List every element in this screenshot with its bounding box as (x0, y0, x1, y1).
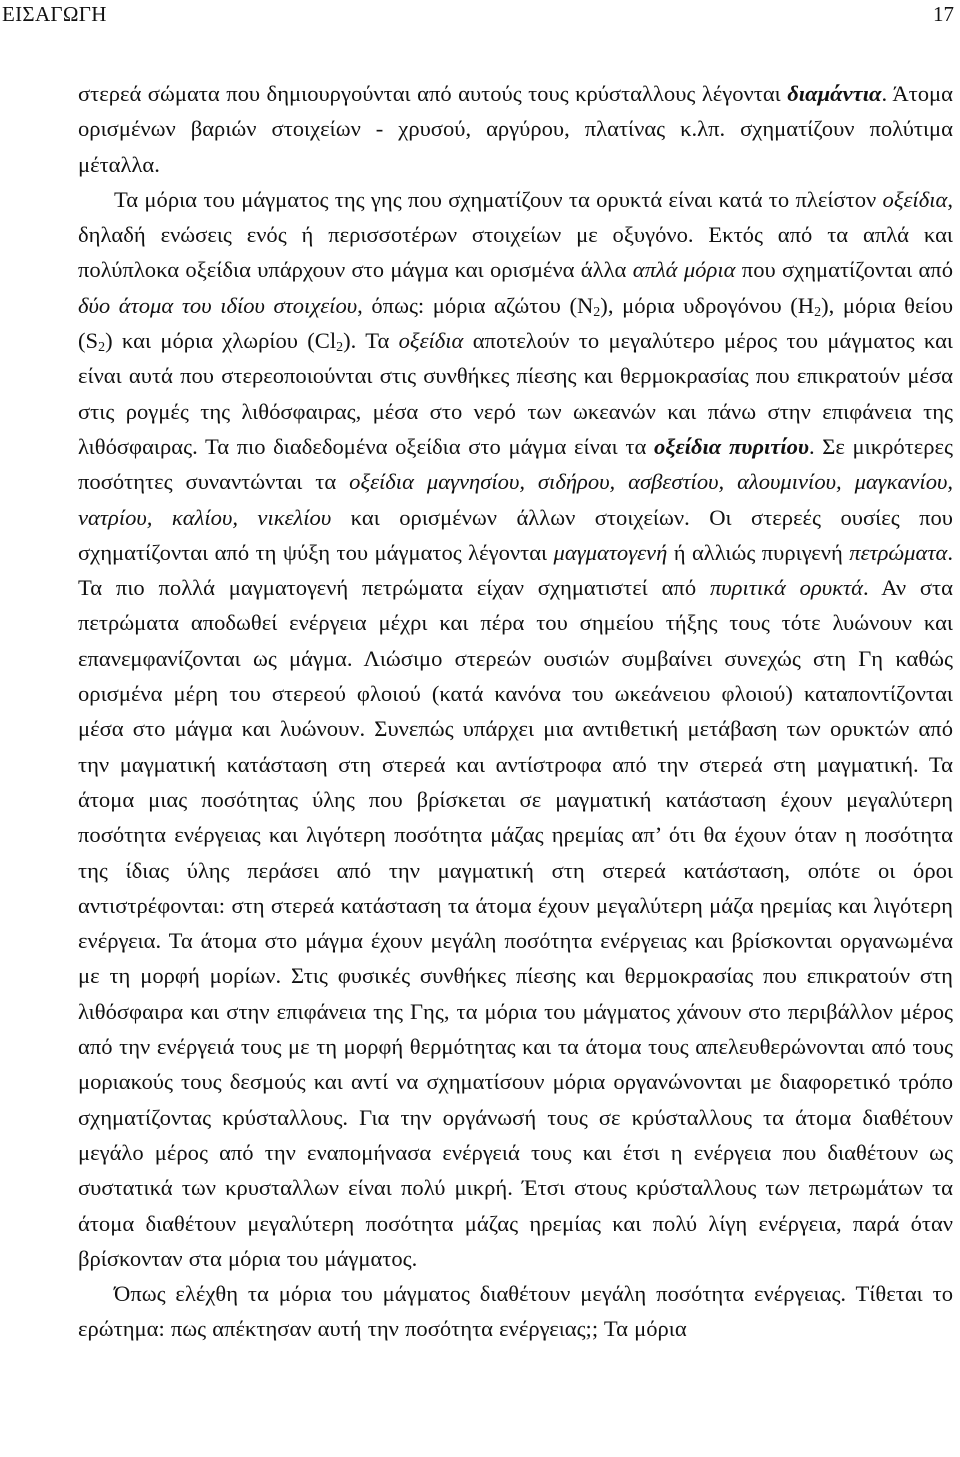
text-run: ή αλλιώς πυριγενή (667, 539, 850, 565)
text-run: , όπως: μόρια αζώτου (N (357, 292, 594, 318)
text-run: που σχηματίζονται από (735, 257, 954, 283)
emphasis-run: μαγματογενή (553, 539, 668, 565)
running-header (0, 0, 960, 30)
text-run: στερεά σώματα που δημιουργούνται από αυτούς τους κρύσταλλους λέγονται (78, 81, 788, 106)
emphasis-run: δύο άτομα του ιδίου στοιχείου (78, 292, 358, 318)
text-run: . Αν στα πετρώματα αποδωθεί ενέργεια μέχρι και πέρα του σημείου τήξης τους τότε λυώνουν και επανεμφανίζονται ως μάγμα. Λιώσιμο στερεών ουσιών συμβαίνει συνεχώς στη Γη καθώς ορισμένα μέρη του στερεού φλοιού (κατά κανόνα του ωκεάνειου φλοιού) καταποντίζονται μέσα στο μάγμα και λυώνουν. Συνεπώς υπάρχει μια αντιθετική μετάβαση των ορυκτών από την μαγματική κατάσταση στη στερεά και αντίστροφα από την στερεά στη μαγματική. Τα άτομα μιας ποσότητας ύλης που βρίσκεται σε μαγματική κατάσταση έχουν μεγαλύτερη ποσότητα ενέργειας και λιγότερη ποσότητα μάζας ηρεμίας απ’ ότι θα έχουν όταν η ποσότητα της ίδιας ύλης περάσει από την μαγματική στη στερεά κατάσταση, οπότε οι όροι αντιστρέφονται: στη στερεά κατάσταση τα άτομα έχουν μεγαλύτερη μάζα ηρεμίας και λιγότερη ενέργεια. Τα άτομα στο μάγμα έχουν μεγάλη ποσότητα ενέργειας και βρίσκονται οργανωμένα με τη μορφή μορίων. Στις φυσικές συνθήκες πίεσης και θερμοκρασίας που επικρατούν στη λιθόσφαιρα και στην επιφάνεια της Γης, τα μόρια του μάγματος χάνουν στο περιβάλλον μέρος από την ενέργειά τους με τη μορφή θερμότητας και τα άτομα τους απελευθερώνονται από τους μοριακούς τους δεσμούς και αντί να σχηματίσουν μόρια οργανώνονται με διαφορετικό τρόπο σχηματίζοντας κρύσταλλους. Για την οργάνωσή τους σε κρύσταλλους τα άτομα διαθέτουν μεγάλο μέρος από την εναπομήνασα ενέργειά τους και έτσι η ενέργεια που διαθέτουν ως συστατικά των κρυσταλλων είναι πολύ μικρή. Έτσι στους κρύσταλλους των πετρωμάτων τα άτομα διαθέτουν μεγαλύτερη ποσότητα μάζας ηρεμίας και πολύ λίγη ενέργεια, παρά όταν βρίσκονταν στα μόρια του μάγματος. (78, 575, 953, 1271)
emphasis-text: διαμάντια (787, 81, 882, 106)
paragraph (78, 1276, 953, 1347)
text-run: ), μόρια υδρογόνου (H (600, 292, 815, 318)
emphasis-text: οξείδια πυριτίου (653, 433, 809, 459)
emphasis-run (654, 434, 809, 459)
paragraph (78, 76, 953, 182)
emphasis-run: οξείδια (882, 186, 948, 212)
text-run: αποτελούν το μεγαλύτερο μέρος του μάγματος και είναι αυτά που στερεοποιούνται στις συνθήκες πίεσης και θερμοκρασίας που επικρατούν μέσα στις ρογμές της λιθόσφαιρας, μέσα στο νερό των ωκεανών και πάνω στην επιφάνεια της λιθόσφαιρας. Τα πιο διαδεδομένα οξείδια στο μάγμα είναι τα (78, 328, 953, 459)
text-run: ) και μόρια χλωρίου (Cl (105, 328, 337, 354)
subscript: 2 (98, 340, 106, 356)
paragraph (78, 182, 953, 1276)
text-run: . Τα πιο πολλά μαγματογενή πετρώματα είχαν σχηματιστεί από (78, 539, 953, 601)
emphasis-run: πυριτικά ορυκτά (709, 575, 863, 601)
body-text (78, 76, 953, 1347)
page-number: 17 (933, 2, 954, 26)
text-run: και ορισμένων άλλων στοιχείων. Οι στερεές ουσίες που σχηματίζονται από τη ψύξη του μάγματος λέγονται (78, 504, 953, 565)
text-run: ). Τα (343, 328, 399, 354)
chapter-title: ΕΙΣΑΓΩΓΗ (2, 2, 107, 26)
emphasis-run (787, 81, 881, 106)
text-run: Όπως ελέχθη τα μόρια του μάγματος διαθέτουν μεγάλη ποσότητα ενέργειας. Τίθεται το ερώτημα: πως απέκτησαν αυτή την ποσότητα ενέργειας;; Τα μόρια (78, 1281, 953, 1342)
text-run: , δηλαδή ενώσεις ενός ή περισσοτέρων στοιχείων με οξυγόνο. Εκτός από τα απλά και πολύπλοκα οξείδια υπάρχουν στο μάγμα και ορισμένα άλλα (78, 186, 953, 283)
emphasis-run: οξείδια (398, 328, 464, 354)
text-run: . Άτομα ορισμένων βαριών στοιχείων - χρυσού, αργύρου, πλατίνας κ.λπ. σχηματίζουν πολύτιμα μέταλλα. (78, 81, 953, 177)
subscript: 2 (336, 340, 344, 356)
text-run: Τα μόρια του μάγματος της γης που σχηματίζουν τα ορυκτά είναι κατά το πλείστον (114, 186, 883, 212)
emphasis-run: απλά μόρια (632, 257, 736, 283)
text-run: . Σε μικρότερες ποσότητες συναντώνται τα (78, 433, 953, 495)
subscript: 2 (814, 304, 822, 320)
text-run: ), μόρια θείου (S (78, 292, 954, 354)
emphasis-run: οξείδια μαγνησίου, σιδήρου, ασβεστίου, αλουμινίου, μαγκανίου, νατρίου, καλίου, νικελίου (78, 469, 954, 530)
emphasis-run: πετρώματα (849, 539, 948, 565)
subscript: 2 (593, 304, 601, 320)
